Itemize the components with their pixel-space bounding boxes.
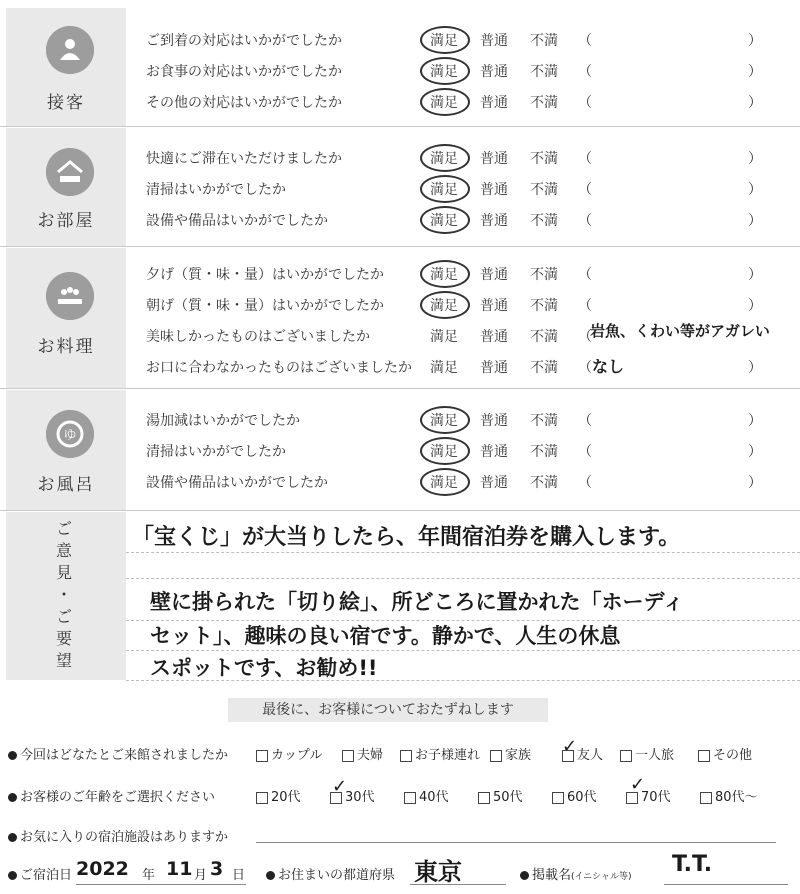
- handwritten-initials: T.T.: [672, 852, 713, 877]
- question: 夕げ（質・味・量）はいかがでしたか: [146, 267, 384, 283]
- month-unit: 月: [194, 868, 208, 883]
- checkbox-with-children[interactable]: [400, 744, 480, 763]
- question: お食事の対応はいかがでしたか: [146, 64, 342, 80]
- age-question: [8, 786, 215, 805]
- checkbox-couple[interactable]: [256, 744, 322, 763]
- question-text: お気に入りの宿泊施設はありますか: [20, 830, 229, 845]
- option-satisfied[interactable]: 満足: [430, 360, 458, 376]
- checkbox-other[interactable]: [698, 744, 752, 763]
- question: 湯加減はいかがでしたか: [146, 413, 300, 429]
- section-side: [6, 248, 126, 388]
- checkbox-box[interactable]: [478, 792, 490, 804]
- prefecture-underline: [410, 884, 506, 885]
- day-unit: 日: [232, 868, 246, 883]
- choice-label: 50代: [493, 790, 523, 805]
- question: その他の対応はいかがでしたか: [146, 95, 342, 111]
- section-label: お風呂: [37, 475, 95, 495]
- paren-close: ）: [748, 475, 762, 491]
- checkbox-60s[interactable]: [552, 786, 597, 805]
- question: 設備や備品はいかがでしたか: [146, 475, 328, 491]
- option-satisfied[interactable]: 満足: [430, 298, 458, 314]
- option-dissatisfied[interactable]: 不満: [530, 298, 558, 314]
- opinion-label-char: ご: [55, 607, 72, 626]
- question-text: 今回はどなたとご来館されましたか: [20, 748, 229, 763]
- bullet-icon: [8, 793, 17, 802]
- checkbox-box[interactable]: [404, 792, 416, 804]
- checkbox-box[interactable]: [256, 792, 268, 804]
- service-icon: [46, 26, 94, 74]
- opinion-label-char: 要: [55, 629, 72, 648]
- option-normal[interactable]: 普通: [480, 64, 508, 80]
- paren-open: （: [578, 360, 592, 376]
- paren-open: （: [578, 151, 592, 167]
- handwritten-prefecture: 東京: [414, 858, 462, 886]
- option-satisfied[interactable]: 満足: [430, 413, 458, 429]
- paren-open: （: [578, 329, 592, 345]
- option-normal[interactable]: 普通: [480, 213, 508, 229]
- option-normal[interactable]: 普通: [480, 413, 508, 429]
- checkbox-box[interactable]: [620, 750, 632, 762]
- field-label: お住まいの都道府県: [278, 868, 396, 883]
- option-dissatisfied[interactable]: 不満: [530, 95, 558, 111]
- bath-icon: [46, 410, 94, 458]
- option-normal[interactable]: 普通: [480, 267, 508, 283]
- paren-open: （: [578, 182, 592, 198]
- paren-open: （: [578, 444, 592, 460]
- paren-open: （: [578, 95, 592, 111]
- publish-name-field: [520, 864, 632, 883]
- option-satisfied[interactable]: 満足: [430, 95, 458, 111]
- option-normal[interactable]: 普通: [480, 475, 508, 491]
- option-normal[interactable]: 普通: [480, 33, 508, 49]
- choice-label: 家族: [505, 748, 532, 763]
- checkbox-box[interactable]: [700, 792, 712, 804]
- checkbox-box[interactable]: [256, 750, 268, 762]
- opinion-label-char: ご: [55, 519, 72, 538]
- choice-label: 40代: [419, 790, 449, 805]
- paren-close: ）: [748, 151, 762, 167]
- choice-label: カップル: [271, 748, 323, 763]
- bullet-icon: [520, 871, 529, 880]
- choice-label: 30代: [345, 790, 375, 805]
- paren-open: （: [578, 213, 592, 229]
- paren-open: （: [578, 64, 592, 80]
- section-side: [6, 8, 126, 126]
- paren-close: ）: [748, 95, 762, 111]
- option-normal[interactable]: 普通: [480, 444, 508, 460]
- checkbox-box[interactable]: [552, 792, 564, 804]
- question: 設備や備品はいかがでしたか: [146, 213, 328, 229]
- option-satisfied[interactable]: 満足: [430, 64, 458, 80]
- handwritten-opinion-line: 「宝くじ」が大当りしたら、年間宿泊券を購入します。: [132, 525, 681, 550]
- bullet-icon: [266, 871, 275, 880]
- question: ご到着の対応はいかがでしたか: [146, 33, 342, 49]
- section-label: 接客: [47, 93, 85, 113]
- checkbox-20s[interactable]: [256, 786, 301, 805]
- checkbox-50s[interactable]: [478, 786, 523, 805]
- check-mark: ✓: [562, 736, 578, 757]
- opinion-label-char: 見: [55, 563, 72, 582]
- handwritten-good-food: 岩魚、くわい等がアガレい: [590, 322, 770, 340]
- option-normal[interactable]: 普通: [480, 360, 508, 376]
- opinion-label-char: 意: [55, 541, 72, 560]
- section-bath: [0, 390, 800, 511]
- handwritten-stay-month: 11: [166, 858, 193, 880]
- option-dissatisfied[interactable]: 不満: [530, 267, 558, 283]
- checkbox-solo[interactable]: [620, 744, 674, 763]
- option-dissatisfied[interactable]: 不満: [530, 33, 558, 49]
- checkbox-family[interactable]: [490, 744, 531, 763]
- paren-close: ）: [748, 413, 762, 429]
- checkbox-box[interactable]: [698, 750, 710, 762]
- paren-close: ）: [748, 182, 762, 198]
- favorite-question: [8, 826, 228, 845]
- stay-date-field: [8, 864, 72, 883]
- ruled-line: [126, 578, 800, 579]
- paren-close: ）: [748, 33, 762, 49]
- handwritten-stay-day: 3: [210, 858, 224, 880]
- option-satisfied[interactable]: 満足: [430, 329, 458, 345]
- section-room: [0, 128, 800, 247]
- option-dissatisfied[interactable]: 不満: [530, 329, 558, 345]
- bullet-icon: [8, 751, 17, 760]
- choice-label: お子様連れ: [415, 748, 481, 763]
- paren-open: （: [578, 33, 592, 49]
- prefecture-field: [266, 864, 395, 883]
- option-satisfied[interactable]: 満足: [430, 213, 458, 229]
- option-satisfied[interactable]: 満足: [430, 182, 458, 198]
- paren-close: ）: [748, 298, 762, 314]
- ruled-line: [126, 552, 800, 553]
- option-normal[interactable]: 普通: [480, 298, 508, 314]
- question: 朝げ（質・味・量）はいかがでしたか: [146, 298, 384, 314]
- choice-label: 20代: [271, 790, 301, 805]
- option-satisfied[interactable]: 満足: [430, 444, 458, 460]
- cuisine-icon: [46, 272, 94, 320]
- check-mark: ✓: [630, 774, 646, 795]
- section-cuisine: [0, 248, 800, 389]
- checkbox-40s[interactable]: [404, 786, 449, 805]
- checkbox-box[interactable]: [400, 750, 412, 762]
- handwritten-opinion-line: スポットです、お勧め!!: [150, 656, 378, 680]
- option-normal[interactable]: 普通: [480, 182, 508, 198]
- option-dissatisfied[interactable]: 不満: [530, 64, 558, 80]
- publish-name-underline: [664, 884, 788, 885]
- question: 美味しかったものはございましたか: [146, 329, 370, 345]
- paren-close: ）: [748, 64, 762, 80]
- ruled-line: [126, 650, 800, 651]
- handwritten-opinion-line: 壁に掛られた「切り絵」、所どころに置かれた「ホーディ: [150, 590, 684, 614]
- question-text: お客様のご年齢をご選択ください: [20, 790, 216, 805]
- question: お口に合わなかったものはございましたか: [146, 360, 412, 376]
- customer-info-banner: 最後に、お客様についておたずねします: [228, 698, 548, 722]
- companion-question: [8, 744, 228, 763]
- option-normal[interactable]: 普通: [480, 151, 508, 167]
- option-normal[interactable]: 普通: [480, 329, 508, 345]
- paren-close: ）: [748, 444, 762, 460]
- bullet-icon: [8, 833, 17, 842]
- checkbox-married[interactable]: [342, 744, 383, 763]
- checkbox-80s[interactable]: [700, 786, 758, 805]
- option-normal[interactable]: 普通: [480, 95, 508, 111]
- paren-close: ）: [748, 267, 762, 283]
- handwritten-bad-food: なし: [592, 357, 625, 376]
- question: 清掃はいかがでしたか: [146, 182, 286, 198]
- favorite-answer-line[interactable]: [256, 842, 776, 843]
- opinion-label-char: 望: [55, 651, 72, 670]
- section-label: お料理: [37, 337, 95, 357]
- option-satisfied[interactable]: 満足: [430, 33, 458, 49]
- year-unit: 年: [142, 868, 156, 883]
- choice-label: 80代〜: [715, 790, 758, 805]
- checkbox-box[interactable]: [342, 750, 354, 762]
- field-label: ご宿泊日: [20, 868, 73, 883]
- paren-open: （: [578, 298, 592, 314]
- svg-text:ゆ: ゆ: [63, 428, 77, 443]
- section-side: [6, 128, 126, 246]
- paren-close: ）: [748, 360, 762, 376]
- choice-label: 一人旅: [635, 748, 675, 763]
- section-service: [0, 8, 800, 127]
- opinion-label-char: ・: [55, 585, 72, 604]
- option-dissatisfied[interactable]: 不満: [530, 413, 558, 429]
- paren-open: （: [578, 413, 592, 429]
- paren-open: （: [578, 267, 592, 283]
- room-icon: [46, 148, 94, 196]
- check-mark: ✓: [332, 776, 348, 797]
- field-note: (イニシャル等): [571, 872, 632, 882]
- choice-label: その他: [713, 748, 753, 763]
- option-dissatisfied[interactable]: 不満: [530, 475, 558, 491]
- choice-label: 60代: [567, 790, 597, 805]
- handwritten-stay-year: 2022: [76, 858, 129, 880]
- option-dissatisfied[interactable]: 不満: [530, 182, 558, 198]
- bullet-icon: [8, 871, 17, 880]
- paren-close: ）: [748, 213, 762, 229]
- question: 快適にご滞在いただけましたか: [146, 151, 342, 167]
- option-dissatisfied[interactable]: 不満: [530, 151, 558, 167]
- option-dissatisfied[interactable]: 不満: [530, 360, 558, 376]
- stay-date-underline: [76, 884, 246, 885]
- handwritten-opinion-line: セット」、趣味の良い宿です。静かで、人生の休息: [150, 624, 621, 648]
- option-satisfied[interactable]: 満足: [430, 151, 458, 167]
- section-side: [6, 390, 126, 510]
- choice-label: 70代: [641, 790, 671, 805]
- opinion-label: [52, 518, 76, 672]
- section-label: お部屋: [37, 211, 95, 231]
- option-satisfied[interactable]: 満足: [430, 475, 458, 491]
- choice-label: 友人: [577, 748, 604, 763]
- paren-open: （: [578, 475, 592, 491]
- checkbox-box[interactable]: [490, 750, 502, 762]
- field-label: 掲載名: [532, 868, 572, 883]
- question: 清掃はいかがでしたか: [146, 444, 286, 460]
- option-satisfied[interactable]: 満足: [430, 267, 458, 283]
- option-dissatisfied[interactable]: 不満: [530, 213, 558, 229]
- choice-label: 夫婦: [357, 748, 384, 763]
- option-dissatisfied[interactable]: 不満: [530, 444, 558, 460]
